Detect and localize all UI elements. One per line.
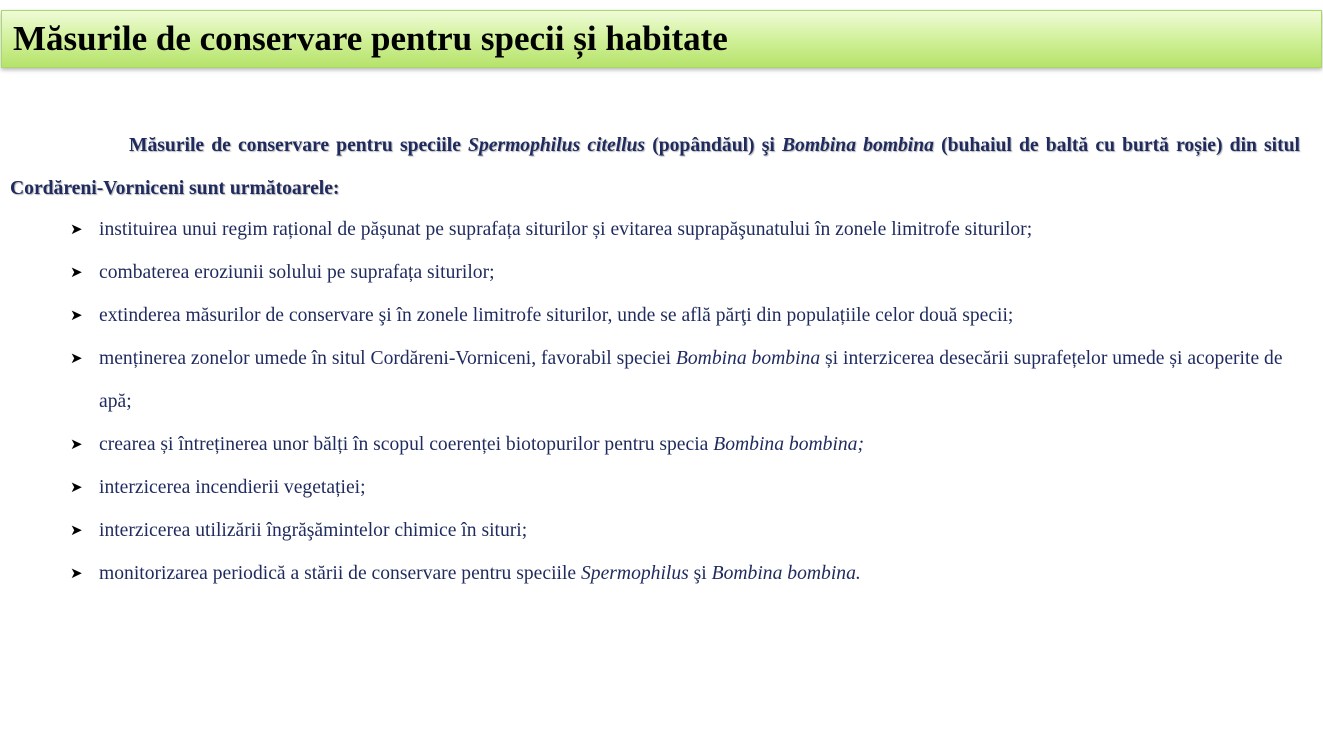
list-item-text: monitorizarea periodică a stării de conservare pentru speciile <box>99 563 581 584</box>
intro-text-3: (buhaiul de baltă cu burtă roșie) din situl Cordăreni-Vorniceni sunt următoarele: <box>10 135 1300 199</box>
arrow-bullet-icon: ➤ <box>70 521 83 539</box>
intro-text-2: (popândăul) şi <box>645 135 782 156</box>
list-item-text: menținerea zonelor umede în situl Cordăreni-Vorniceni, favorabil speciei <box>99 348 676 369</box>
arrow-bullet-icon: ➤ <box>70 435 83 453</box>
list-item <box>0 466 1300 509</box>
list-item-text: și interzicerea desecării suprafețelor umede și acoperite de apă; <box>99 348 1283 412</box>
list-item-text: extinderea măsurilor de conservare şi în zonele limitrofe siturilor, unde se află părţi din populațiile celor două specii; <box>99 305 1014 326</box>
list-item-text: interzicerea utilizării îngrăşămintelor chimice în situri; <box>99 520 528 541</box>
species-name: Spermophilus <box>581 563 689 584</box>
species-name: Bombina bombina; <box>713 434 865 455</box>
list-item <box>0 509 1300 552</box>
list-item <box>0 294 1300 337</box>
measures-list <box>0 208 1300 595</box>
list-item-text: interzicerea incendierii vegetației; <box>99 477 366 498</box>
page-title: Măsurile de conservare pentru specii și habitate <box>13 19 728 58</box>
arrow-bullet-icon: ➤ <box>70 564 83 582</box>
list-item-text: crearea și întreținerea unor bălți în scopul coerenței biotopurilor pentru specia <box>99 434 714 455</box>
list-item-text: instituirea unui regim rațional de pășunat pe suprafața siturilor și evitarea suprapăşunatului în zonele limitrofe siturilor; <box>99 219 1033 240</box>
arrow-bullet-icon: ➤ <box>70 263 83 281</box>
intro-paragraph <box>10 124 1300 210</box>
species-name: Bombina bombina. <box>711 563 861 584</box>
list-item <box>0 552 1300 595</box>
list-item-text: şi <box>688 563 712 584</box>
arrow-bullet-icon: ➤ <box>70 220 83 238</box>
list-item <box>0 208 1300 251</box>
species-name: Bombina bombina <box>675 348 821 369</box>
intro-species-1: Spermophilus citellus <box>468 135 646 156</box>
arrow-bullet-icon: ➤ <box>70 349 83 367</box>
arrow-bullet-icon: ➤ <box>70 306 83 324</box>
list-item <box>0 423 1300 466</box>
list-item <box>0 337 1300 423</box>
intro-species-2: Bombina bombina <box>781 135 934 156</box>
title-bar <box>1 10 1322 68</box>
list-item <box>0 251 1300 294</box>
arrow-bullet-icon: ➤ <box>70 478 83 496</box>
intro-text-1: Măsurile de conservare pentru speciile <box>129 135 469 156</box>
list-item-text: combaterea eroziunii solului pe suprafața siturilor; <box>99 262 495 283</box>
